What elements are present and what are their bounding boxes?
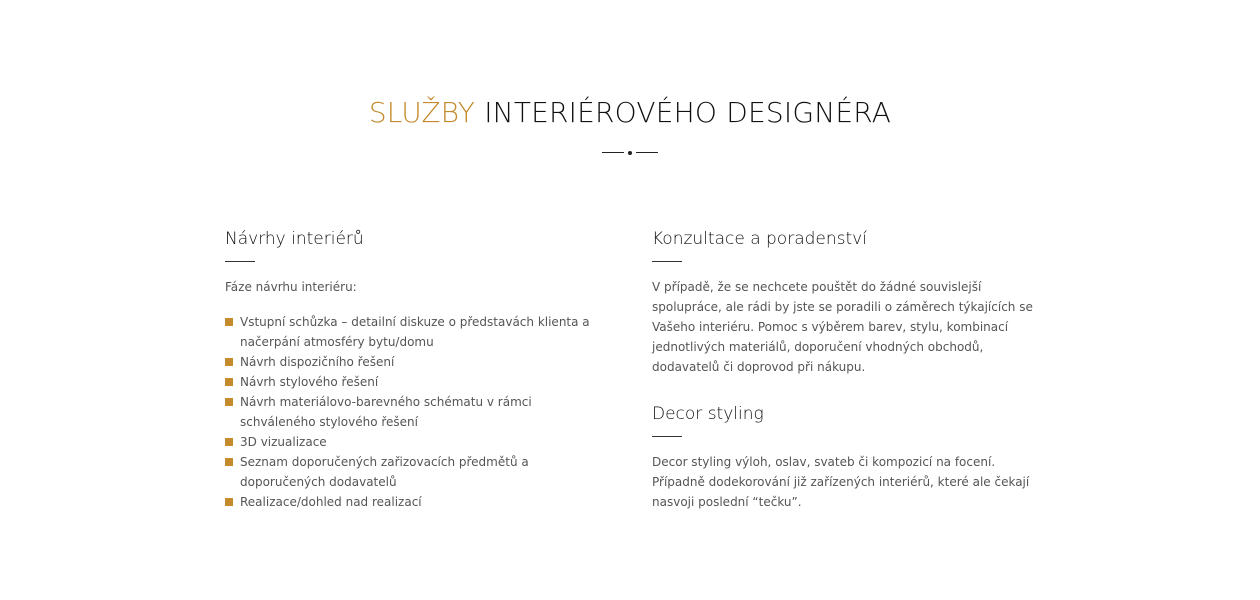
list-item: [225, 432, 610, 452]
list-item-label: Seznam doporučených zařizovacích předmětů a doporučených dodavatelů: [240, 455, 529, 489]
decor-heading-rule: [652, 436, 682, 437]
square-bullet-icon: [225, 318, 233, 326]
divider-line-left: [602, 152, 624, 153]
decor-section: [652, 401, 1042, 512]
square-bullet-icon: [225, 378, 233, 386]
square-bullet-icon: [225, 498, 233, 506]
divider-dot: [628, 151, 632, 155]
divider-line-right: [636, 152, 658, 153]
design-heading-rule: [225, 261, 255, 262]
consulting-heading-rule: [652, 261, 682, 262]
page-title-rest: INTERIÉROVÉHO DESIGNÉRA: [484, 96, 892, 129]
list-item: [225, 352, 610, 372]
consulting-heading: Konzultace a poradenství: [652, 229, 867, 249]
list-item: [225, 312, 610, 352]
design-phase-list: [225, 312, 610, 512]
list-item-label: Návrh dispozičního řešení: [240, 355, 395, 369]
list-item: [225, 392, 610, 432]
list-item: [225, 372, 610, 392]
design-intro: Fáze návrhu interiéru:: [225, 280, 357, 294]
decor-text: Decor styling výloh, oslav, svateb či kompozicí na focení. Případně dodekorování již zařízených interiérů, které ale čekají nasvoji poslední “tečku”.: [652, 455, 1030, 509]
design-heading: Návrhy interiérů: [225, 229, 364, 249]
decor-heading: Decor styling: [652, 404, 764, 424]
list-item: [225, 492, 610, 512]
design-section: [225, 226, 610, 512]
consulting-text: V případě, že se nechcete pouštět do žádné souvislejší spolupráce, ale rádi by jste se poradili o záměrech týkajících se Vašeho interiéru. Pomoc s výběrem barev, stylu, kombinací jednotlivých materiálů, doporučení vhodných obchodů, dodavatelů či doprovod při nákupu.: [652, 280, 1033, 374]
title-divider: [602, 151, 658, 155]
list-item-label: Realizace/dohled nad realizací: [240, 495, 422, 509]
list-item-label: Návrh stylového řešení: [240, 375, 379, 389]
page-title-accent: SLUŽBY: [368, 96, 476, 129]
square-bullet-icon: [225, 398, 233, 406]
list-item-label: Návrh materiálovo-barevného schématu v rámci schváleného stylového řešení: [240, 395, 532, 429]
square-bullet-icon: [225, 438, 233, 446]
square-bullet-icon: [225, 358, 233, 366]
list-item: [225, 452, 610, 492]
square-bullet-icon: [225, 458, 233, 466]
consulting-section: [652, 226, 1042, 377]
page-title: [0, 94, 1260, 132]
list-item-label: 3D vizualizace: [240, 435, 327, 449]
right-column: [652, 226, 1042, 512]
list-item-label: Vstupní schůzka – detailní diskuze o představách klienta a načerpání atmosféry bytu/domu: [240, 315, 590, 349]
